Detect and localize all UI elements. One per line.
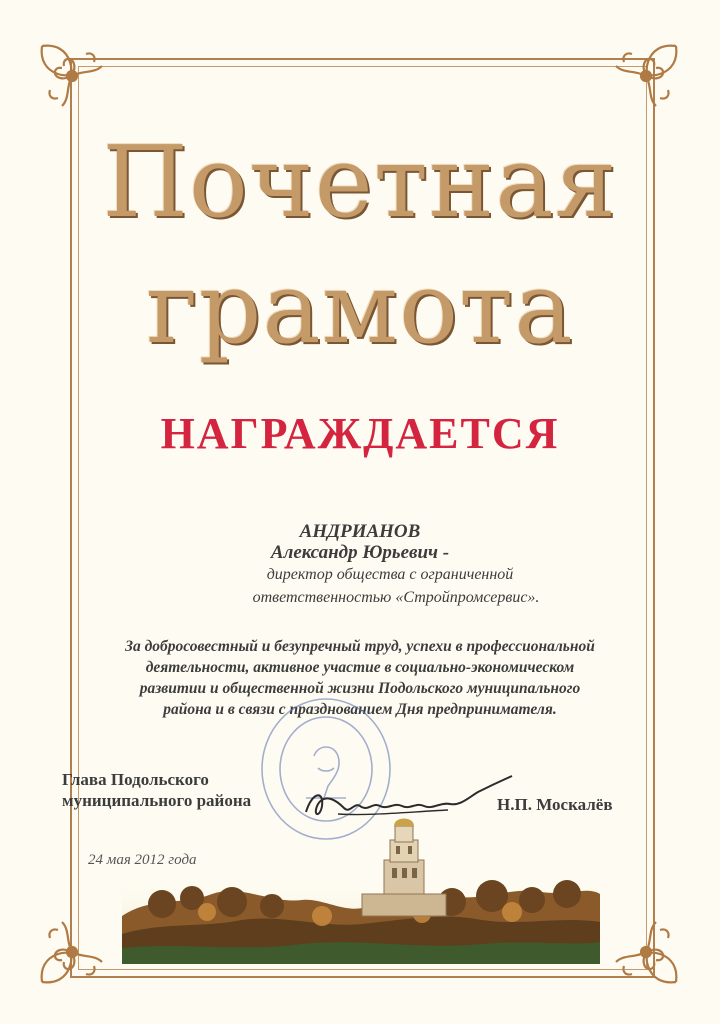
reason-line: района и в связи с празднованием Дня предпринимателя.	[163, 701, 557, 718]
issue-date: 24 мая 2012 года	[88, 852, 197, 868]
certificate-title-line2: грамота	[146, 252, 574, 366]
recipient-name: Александр Юрьевич -	[270, 542, 450, 563]
corner-ornament-bottom-left	[36, 916, 108, 988]
recipient-surname: АНДРИАНОВ	[299, 521, 421, 542]
corner-ornament-top-right	[610, 40, 682, 112]
signatory-title-line1: Глава Подольского	[62, 770, 209, 789]
reason-line: развитии и общественной жизни Подольского муниципального	[139, 680, 581, 697]
handwritten-signature	[298, 772, 518, 832]
certificate-title-line1: Почетная	[102, 126, 618, 240]
signatory-title-line2: муниципального района	[62, 791, 252, 810]
corner-ornament-top-left	[36, 40, 108, 112]
reason-line: деятельности, активное участие в социально-экономическом	[145, 659, 575, 676]
reason-line: За добросовестный и безупречный труд, успехи в профессиональной	[125, 638, 595, 655]
corner-ornament-bottom-right	[610, 916, 682, 988]
awarded-heading: НАГРАЖДАЕТСЯ	[160, 409, 560, 458]
signatory-name: Н.П. Москалёв	[497, 795, 613, 814]
recipient-position-line2: ответственностью «Стройпромсервис».	[252, 589, 540, 606]
recipient-position-line1: директор общества с ограниченной	[266, 566, 514, 583]
